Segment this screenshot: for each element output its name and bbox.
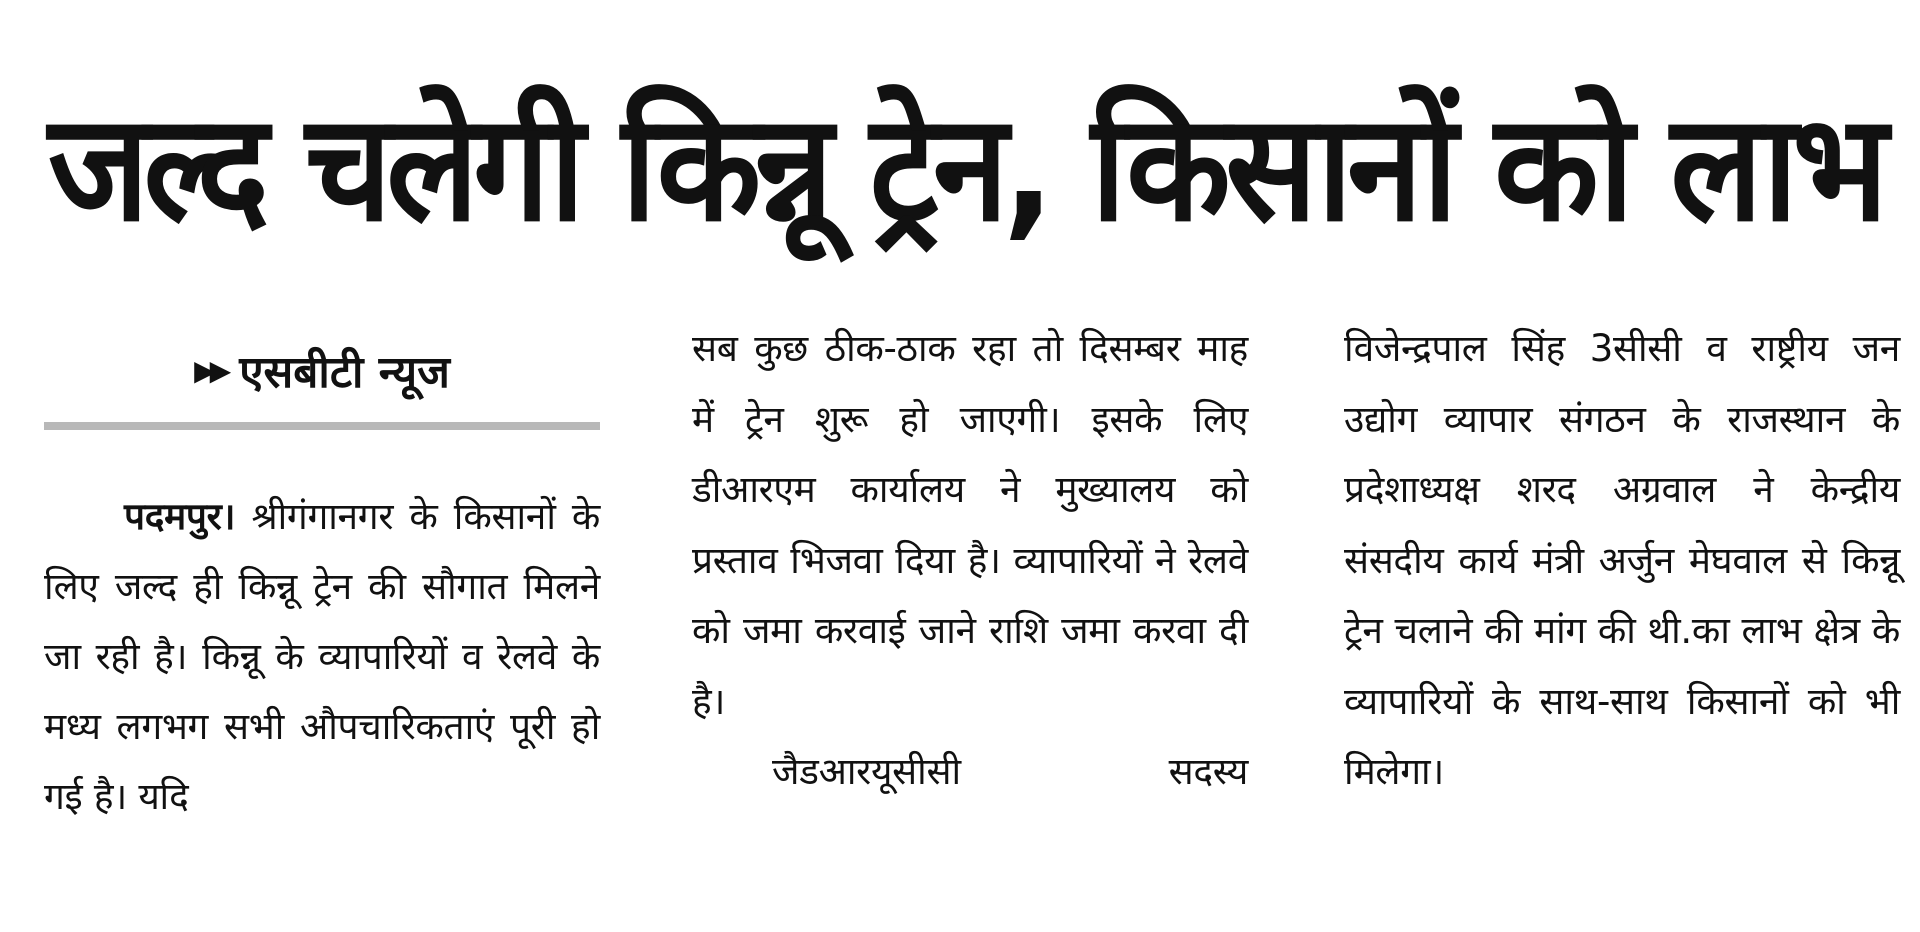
byline-divider	[44, 422, 600, 430]
article-paragraph-4: विजेन्द्रपाल सिंह 3सीसी व राष्ट्रीय जन उद्योग व्यापार संगठन के राजस्थान के प्रदेशाध्यक्ष शरद अग्रवाल ने केन्द्रीय संसदीय कार्य मंत्री अर्जुन मेघवाल से किन्नू ट्रेन चलाने की मांग की थी.का लाभ क्षेत्र के व्यापारियों के साथ-साथ किसानों को भी मिलेगा।	[1344, 327, 1900, 793]
headline: जल्द चलेगी किन्नू ट्रेन, किसानों को लाभ	[48, 82, 1883, 254]
article-paragraph-1	[44, 482, 600, 832]
article-paragraph-3: जैडआरयूसीसी सदस्य	[772, 750, 1248, 793]
byline	[44, 340, 600, 400]
article-text-col1: श्रीगंगानगर के किसानों के लिए जल्द ही किन्नू ट्रेन की सौगात मिलने जा रही है। किन्नू के व्यापारियों व रेलवे के मध्य लगभग सभी औपचारिकताएं पूरी हो गई है। यदि	[44, 495, 600, 818]
article-column-1	[44, 340, 600, 832]
article-column-2	[692, 327, 1248, 808]
byline-text: एसबीटी न्यूज	[239, 347, 450, 398]
article-column-3	[1344, 327, 1900, 808]
article-paragraph-2: सब कुछ ठीक-ठाक रहा तो दिसम्बर माह में ट्रेन शुरू हो जाएगी। इसके लिए डीआरएम कार्यालय ने मुख्यालय को प्रस्ताव भिजवा दिया है। व्यापारियों ने रेलवे को जमा करवाई जाने राशि जमा करवा दी है।	[692, 327, 1248, 723]
double-arrow-icon: ▶▶	[194, 353, 226, 387]
dateline: पदमपुर।	[124, 495, 236, 538]
